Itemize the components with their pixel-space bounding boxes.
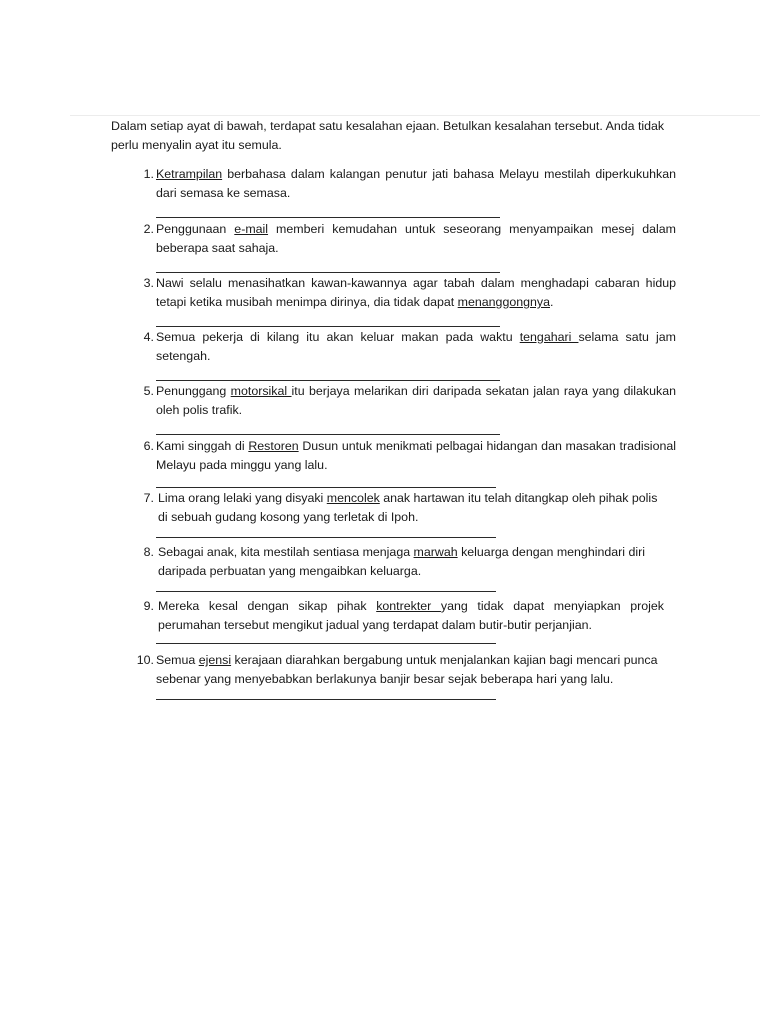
spelling-error: Restoren [248, 439, 299, 453]
question-number: 10. [136, 653, 154, 667]
question-7 [128, 489, 676, 538]
answer-line[interactable] [156, 643, 496, 644]
question-number: 3. [143, 276, 154, 290]
question-number: 2. [143, 222, 154, 236]
answer-line[interactable] [156, 380, 500, 381]
question-text: Penggunaan e-mail memberi kemudahan untuk seseorang menyampaikan mesej dalam beberapa saat sahaja. [156, 222, 677, 255]
question-number: 9. [143, 599, 154, 613]
question-number: 7. [143, 491, 154, 505]
answer-line[interactable] [156, 699, 496, 700]
spelling-error: motorsikal [230, 384, 292, 398]
question-text: Nawi selalu menasihatkan kawan-kawannya agar tabah dalam menghadapi cabaran hidup tetapi ketika musibah menimpa dirinya, dia tidak dapat menanggongnya. [156, 276, 676, 309]
spelling-error: tengahari [519, 330, 579, 344]
question-number: 4. [143, 330, 154, 344]
spelling-error: ejensi [198, 653, 232, 667]
answer-line[interactable] [156, 537, 496, 538]
question-1 [128, 165, 676, 218]
question-text: Ketrampilan berbahasa dalam kalangan penutur jati bahasa Melayu mestilah diperkukuhkan dari semasa ke semasa. [156, 167, 676, 200]
question-4 [128, 328, 676, 381]
question-text: Mereka kesal dengan sikap pihak kontrekter yang tidak dapat menyiapkan projek perumahan tersebut mengikut jadual yang terdapat dalam butir-butir perjanjian. [158, 599, 664, 632]
answer-line[interactable] [156, 591, 496, 592]
instruction-text: Dalam setiap ayat di bawah, terdapat satu kesalahan ejaan. Betulkan kesalahan tersebut. Anda tidak perlu menyalin ayat itu semula. [111, 119, 665, 152]
question-text: Penunggang motorsikal itu berjaya melarikan diri daripada sekatan jalan raya yang dilakukan oleh polis trafik. [156, 384, 676, 417]
question-5 [128, 382, 676, 435]
spelling-error: e-mail [234, 222, 269, 236]
spelling-error: marwah [413, 545, 458, 559]
question-number: 1. [143, 167, 154, 181]
question-text: Semua ejensi kerajaan diarahkan bergabung untuk menjalankan kajian bagi mencari punca sebenar yang menyebabkan berlakunya banjir besar sejak beberapa hari yang lalu. [156, 653, 658, 686]
question-number: 6. [143, 439, 154, 453]
spelling-error: menanggongnya [457, 295, 550, 309]
answer-line[interactable] [156, 326, 500, 327]
spelling-error: mencolek [326, 491, 380, 505]
question-number: 8. [143, 545, 154, 559]
answer-line[interactable] [156, 217, 500, 218]
spelling-error: Ketrampilan [156, 167, 223, 181]
spelling-error: kontrekter [376, 599, 441, 613]
answer-line[interactable] [156, 434, 500, 435]
question-text: Lima orang lelaki yang disyaki mencolek anak hartawan itu telah ditangkap oleh pihak polis di sebuah gudang kosong yang terletak di Ipoh. [158, 491, 658, 524]
question-8 [128, 543, 676, 592]
question-text: Kami singgah di Restoren Dusun untuk menikmati pelbagai hidangan dan masakan tradisional Melayu pada minggu yang lalu. [156, 439, 676, 472]
question-2 [128, 220, 676, 273]
question-6 [128, 437, 676, 488]
answer-line[interactable] [156, 272, 500, 273]
question-9 [128, 597, 676, 644]
question-number: 5. [143, 384, 154, 398]
top-divider [70, 115, 760, 116]
answer-line[interactable] [156, 487, 496, 488]
question-text: Sebagai anak, kita mestilah sentiasa menjaga marwah keluarga dengan menghindari diri daripada perbuatan yang mengaibkan keluarga. [158, 545, 645, 578]
question-10 [128, 651, 676, 700]
question-3 [128, 274, 676, 327]
question-text: Semua pekerja di kilang itu akan keluar makan pada waktu tengahari selama satu jam setengah. [156, 330, 676, 363]
